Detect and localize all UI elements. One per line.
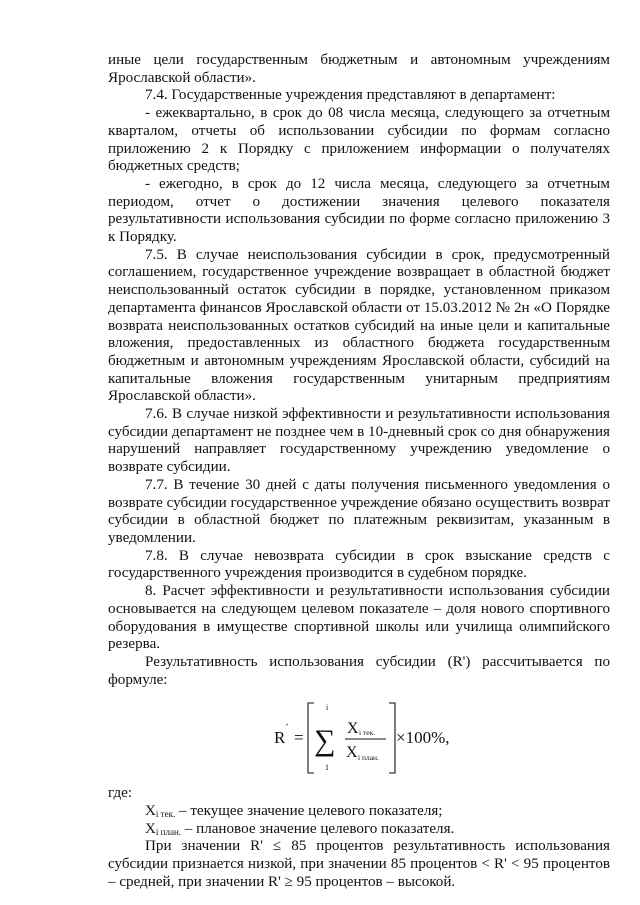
list-item-quarterly: - ежеквартально, в срок до 08 числа месяца, следующего за отчетным кварталом, отчеты об использовании субсидии по формам согласно приложению 2 к Порядку с приложением информации о получателях бюджетных средств; xyxy=(108,105,610,175)
numerator-symbol: X xyxy=(347,720,359,738)
paragraph: иные цели государственным бюджетным и автономным учреждениям Ярославской области». xyxy=(108,52,610,86)
denominator-subscript: i план. xyxy=(358,753,379,763)
sum-upper-limit: i xyxy=(326,703,329,713)
paragraph-7-6: 7.6. В случае низкой эффективности и результативности использования субсидии департамент не позднее чем в 10-дневный срок со дня обнаружения нарушений направляет государственному учреждению уведомление о возврате субсидии. xyxy=(108,406,610,476)
sum-lower-limit: 1 xyxy=(325,763,329,773)
formula-graphic xyxy=(274,697,474,777)
formula-lhs: R xyxy=(274,728,286,748)
formula-equals: = xyxy=(294,728,304,748)
right-bracket xyxy=(389,703,395,773)
definition-current-symbol: X xyxy=(145,803,156,820)
paragraph-8: 8. Расчет эффективности и результативности использования субсидии основывается на следующем целевом показателе – доля нового спортивного оборудования в имуществе спортивной школы или училища олимпийского резерва. xyxy=(108,583,610,653)
definition-planned-text: – плановое значение целевого показателя. xyxy=(181,820,455,837)
paragraph-7-5: 7.5. В случае неиспользования субсидии в срок, предусмотренный соглашением, государственное учреждение возвращает в областной бюджет неиспользованный остаток субсидии в порядке, установленном приказом департамента финансов Ярославской области от 15.03.2012 № 2н «О Порядке возврата неиспользованных остатков субсидий на иные цели и капитальные вложения, предоставленных из областного бюджета государственным бюджетным и автономным учреждениям Ярославской области, субсидий на капитальные вложения государственным унитарным предприятиям Ярославской области». xyxy=(108,246,610,405)
formula xyxy=(138,689,610,785)
list-item-annual: - ежегодно, в срок до 12 числа месяца, следующего за отчетным периодом, отчет о достижении значения целевого показателя результативности использования субсидии по форме согласно приложению 3 к Порядку. xyxy=(108,175,610,246)
numerator-subscript: i тек. xyxy=(359,728,376,738)
paragraph-7-8: 7.8. В случае невозврата субсидии в срок взыскание средств с государственного учреждения производится в судебном порядке. xyxy=(108,547,610,582)
definition-current-text: – текущее значение целевого показателя; xyxy=(175,803,443,820)
definition-planned-symbol: X xyxy=(145,820,156,837)
where-label: где: xyxy=(108,785,133,802)
formula-prime: ´ xyxy=(285,721,289,736)
definition-current-subscript: i тек. xyxy=(155,809,176,820)
conclusion-paragraph: При значении R' ≤ 85 процентов результативность использования субсидии признается низкой, при значении 85 процентов < R' < 95 процентов – средней, при значении R' ≥ 95 процентов – высокой. xyxy=(108,838,610,890)
definition-planned-subscript: i план. xyxy=(155,826,182,837)
definition-planned xyxy=(108,821,610,839)
sum-sign: ∑ xyxy=(314,724,336,758)
formula-intro: Результативность использования субсидии (R') рассчитывается по формуле: xyxy=(108,653,610,688)
denominator-symbol: X xyxy=(346,744,358,762)
definition-current xyxy=(108,803,610,821)
paragraph-7-4: 7.4. Государственные учреждения представляют в департамент: xyxy=(145,87,556,104)
formula-multiplier: ×100%, xyxy=(396,728,450,748)
paragraph-7-7: 7.7. В течение 30 дней с даты получения письменного уведомления о возврате субсидии государственное учреждение обязано осуществить возврат субсидии в областной бюджет по платежным реквизитам, указанным в уведомлении. xyxy=(108,476,610,546)
